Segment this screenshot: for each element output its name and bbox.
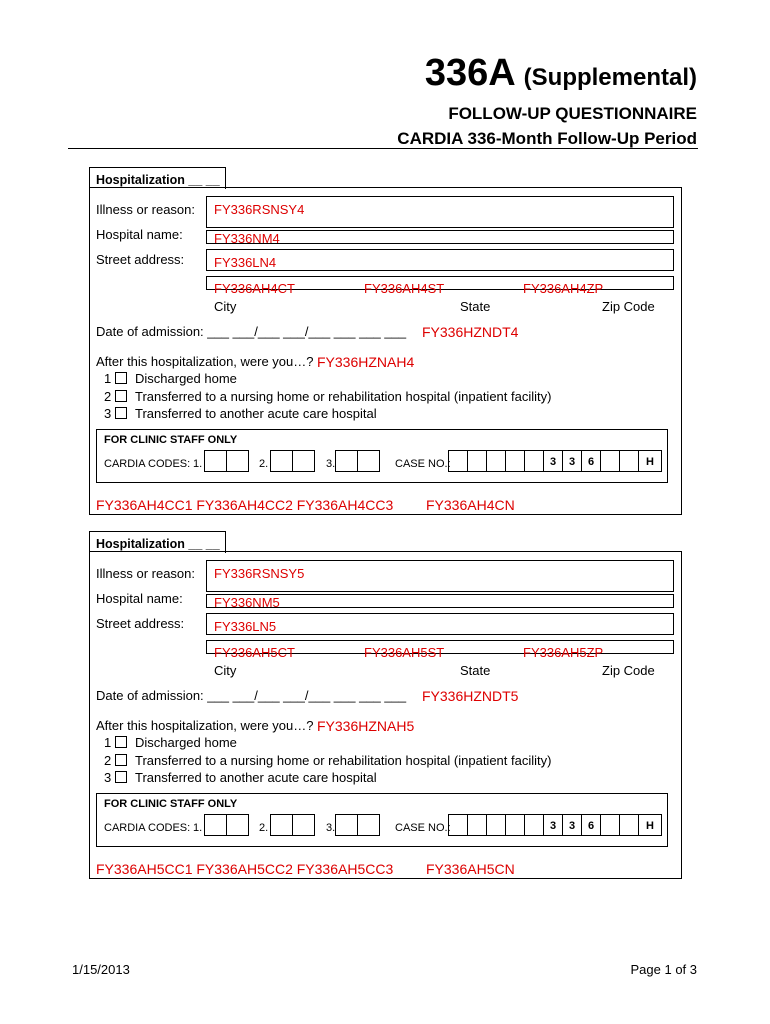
street-value: FY336LN5 — [214, 619, 277, 633]
option-2-text: Transferred to a nursing home or rehabilitation hospital (inpatient facility) — [135, 753, 552, 768]
city-label: City — [214, 663, 237, 678]
option-3-num: 3 — [104, 770, 112, 785]
code-2-label: 2. — [259, 822, 269, 834]
subtitle-period: CARDIA 336-Month Follow-Up Period — [397, 129, 697, 148]
case-cell[interactable]: 3 — [562, 814, 582, 836]
code-1-cell[interactable] — [204, 814, 227, 836]
case-cell[interactable]: 6 — [581, 814, 601, 836]
code-1-label: 1. — [193, 458, 203, 470]
code-3-cell[interactable] — [335, 450, 358, 472]
street-field[interactable] — [206, 613, 674, 635]
codes-value: FY336AH4CC1 FY336AH4CC2 FY336AH4CC3 — [96, 497, 394, 513]
street-label: Street address: — [96, 252, 185, 267]
code-3-label: 3. — [326, 822, 336, 834]
option-1-text: Discharged home — [135, 371, 237, 386]
option-2-num: 2 — [104, 389, 112, 404]
city-value: FY336AH5CT — [214, 645, 295, 657]
admission-date-value: FY336HZNDT4 — [422, 324, 519, 340]
option-1-checkbox[interactable] — [115, 372, 127, 384]
case-no-value: FY336AH5CN — [426, 861, 515, 877]
case-cell[interactable]: 3 — [543, 814, 563, 836]
case-cell[interactable] — [524, 814, 544, 836]
subtitle-questionnaire: FOLLOW-UP QUESTIONNAIRE — [448, 104, 697, 123]
street-field[interactable] — [206, 249, 674, 271]
hospital-label: Hospital name: — [96, 591, 183, 606]
code-1-label: 1. — [193, 822, 203, 834]
footer-date: 1/15/2013 — [72, 962, 130, 977]
case-cell[interactable] — [600, 814, 620, 836]
option-2-checkbox[interactable] — [115, 390, 127, 402]
state-label: State — [460, 299, 491, 314]
code-2-label: 2. — [259, 458, 269, 470]
state-value: FY336AH4ST — [364, 281, 445, 293]
option-3-num: 3 — [104, 406, 112, 421]
admission-date-label: Date of admission: ___ ___/___ ___/___ ___ ___ ___ — [96, 324, 407, 339]
admission-date-value: FY336HZNDT5 — [422, 688, 519, 704]
form-title — [425, 52, 697, 95]
illness-label: Illness or reason: — [96, 566, 195, 581]
hospital-value: FY336NM5 — [214, 595, 280, 607]
zip-value: FY336AH4ZP — [523, 281, 604, 293]
hospital-value: FY336NM4 — [214, 231, 280, 243]
case-cell[interactable] — [524, 450, 544, 472]
zip-label: Zip Code — [602, 663, 655, 678]
code-1-cell[interactable] — [204, 450, 227, 472]
option-1-checkbox[interactable] — [115, 736, 127, 748]
case-cell[interactable] — [600, 450, 620, 472]
hospitalization-tab: Hospitalization __ __ — [89, 167, 226, 189]
option-1-num: 1 — [104, 371, 112, 386]
form-number: 336A — [424, 52, 516, 94]
state-value: FY336AH5ST — [364, 645, 445, 657]
case-cell[interactable] — [619, 814, 639, 836]
case-cell[interactable] — [486, 814, 506, 836]
case-cell[interactable] — [505, 450, 525, 472]
case-cell[interactable]: 3 — [562, 450, 582, 472]
city-value: FY336AH4CT — [214, 281, 295, 293]
codes-value: FY336AH5CC1 FY336AH5CC2 FY336AH5CC3 — [96, 861, 394, 877]
case-cell[interactable] — [467, 450, 487, 472]
after-hospitalization-value: FY336HZNAH4 — [317, 354, 415, 370]
option-2-num: 2 — [104, 753, 112, 768]
case-no-value: FY336AH4CN — [426, 497, 515, 513]
illness-label: Illness or reason: — [96, 202, 195, 217]
option-3-text: Transferred to another acute care hospital — [135, 406, 377, 421]
case-cell[interactable] — [467, 814, 487, 836]
case-cell[interactable]: 6 — [581, 450, 601, 472]
illness-value: FY336RSNSY4 — [214, 202, 305, 217]
code-2-cell[interactable] — [292, 814, 315, 836]
option-1-text: Discharged home — [135, 735, 237, 750]
case-no-label: CASE NO.: — [395, 458, 451, 470]
case-cell[interactable]: H — [638, 814, 662, 836]
illness-value: FY336RSNSY5 — [214, 566, 305, 581]
clinic-staff-title: FOR CLINIC STAFF ONLY — [104, 798, 238, 810]
form-suffix: (Supplemental) — [523, 64, 697, 91]
city-label: City — [214, 299, 237, 314]
case-cell[interactable]: H — [638, 450, 662, 472]
option-3-checkbox[interactable] — [115, 407, 127, 419]
hospitalization-tab: Hospitalization __ __ — [89, 531, 226, 553]
code-1-cell[interactable] — [226, 450, 249, 472]
clinic-staff-title: FOR CLINIC STAFF ONLY — [104, 434, 238, 446]
code-3-cell[interactable] — [335, 814, 358, 836]
case-no-label: CASE NO.: — [395, 822, 451, 834]
cardia-codes-label: CARDIA CODES: — [104, 458, 191, 470]
case-cell[interactable] — [448, 814, 468, 836]
code-3-label: 3. — [326, 458, 336, 470]
code-2-cell[interactable] — [270, 450, 293, 472]
case-cell[interactable]: 3 — [543, 450, 563, 472]
code-1-cell[interactable] — [226, 814, 249, 836]
case-cell[interactable] — [448, 450, 468, 472]
case-cell[interactable] — [486, 450, 506, 472]
hospital-label: Hospital name: — [96, 227, 183, 242]
after-hospitalization-value: FY336HZNAH5 — [317, 718, 415, 734]
option-2-text: Transferred to a nursing home or rehabilitation hospital (inpatient facility) — [135, 389, 552, 404]
case-cell[interactable] — [619, 450, 639, 472]
option-3-text: Transferred to another acute care hospital — [135, 770, 377, 785]
option-3-checkbox[interactable] — [115, 771, 127, 783]
street-label: Street address: — [96, 616, 185, 631]
option-2-checkbox[interactable] — [115, 754, 127, 766]
cardia-codes-label: CARDIA CODES: — [104, 822, 191, 834]
admission-date-label: Date of admission: ___ ___/___ ___/___ ___ ___ ___ — [96, 688, 407, 703]
state-label: State — [460, 663, 491, 678]
zip-label: Zip Code — [602, 299, 655, 314]
after-hospitalization-label: After this hospitalization, were you…? — [96, 718, 314, 733]
code-2-cell[interactable] — [270, 814, 293, 836]
header-divider — [68, 148, 698, 149]
case-cell[interactable] — [505, 814, 525, 836]
code-3-cell[interactable] — [357, 814, 380, 836]
zip-value: FY336AH5ZP — [523, 645, 604, 657]
after-hospitalization-label: After this hospitalization, were you…? — [96, 354, 314, 369]
street-value: FY336LN4 — [214, 255, 277, 269]
code-3-cell[interactable] — [357, 450, 380, 472]
page-number: Page 1 of 3 — [630, 962, 697, 977]
option-1-num: 1 — [104, 735, 112, 750]
code-2-cell[interactable] — [292, 450, 315, 472]
